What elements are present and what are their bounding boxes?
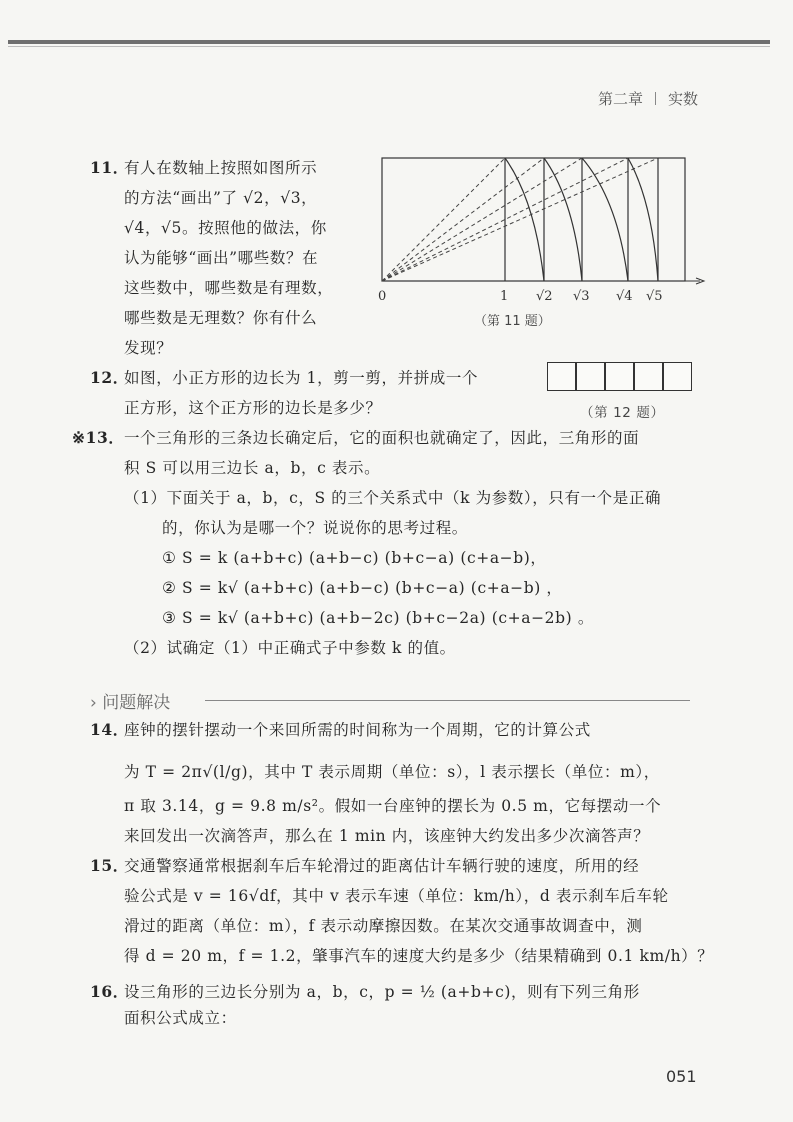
q13-formula-3: ③ S = k√ (a+b+c) (a+b−2c) (b+c−2a) (c+a−2b) 。 [162, 609, 594, 627]
tick-label-sqrt5: √5 [646, 289, 663, 304]
small-square-4 [634, 362, 663, 391]
q11-line-4: 认为能够“画出”哪些数？在 [124, 249, 319, 267]
hypotenuse-5 [382, 158, 658, 281]
q14-line-4: 来回发出一次滴答声，那么在 1 min 内，该座钟大约发出多少次滴答声？ [124, 827, 650, 845]
chapter-title: 实数 [667, 90, 698, 108]
q12-line-1: 如图，小正方形的边长为 1，剪一剪，并拼成一个 [124, 369, 479, 387]
arc-3 [582, 158, 628, 281]
section-rule [205, 700, 690, 701]
q14-line-1: 座钟的摆针摆动一个来回所需的时间称为一个周期，它的计算公式 [124, 721, 591, 739]
q13-formula-1: ① S = k (a+b+c) (a+b−c) (b+c−a) (c+a−b)， [162, 549, 547, 567]
tick-label-1: 1 [500, 289, 509, 304]
running-header [598, 88, 698, 109]
page-number: 051 [666, 1067, 697, 1086]
section-title: 问题解决 [102, 693, 171, 713]
q13-line-3: （1）下面关于 a，b，c，S 的三个关系式中（k 为参数），只有一个是正确 [124, 489, 662, 507]
small-square-5 [663, 362, 692, 391]
q11-line-6: 哪些数是无理数？你有什么 [124, 309, 318, 327]
q13-line-1: 一个三角形的三条边长确定后，它的面积也就确定了，因此，三角形的面 [124, 429, 640, 447]
small-square-2 [576, 362, 605, 391]
q11-figure-frame [382, 158, 685, 281]
q11-caption: （第 11 题） [474, 314, 551, 329]
small-square-3 [605, 362, 634, 391]
q12-number: 12． [90, 368, 129, 387]
chevron-right-icon: › [90, 693, 97, 713]
q11-figure [370, 150, 715, 335]
top-rule-thin [8, 46, 770, 47]
q13-line-2: 积 S 可以用三边长 a，b，c 表示。 [124, 459, 381, 477]
q16-number: 16． [90, 982, 129, 1001]
small-square-1 [547, 362, 576, 391]
q11-number: 11． [90, 158, 129, 177]
q11-line-7: 发现？ [124, 339, 173, 357]
q11-line-2: 的方法“画出”了 √2，√3， [124, 189, 318, 207]
q14-number: 14． [90, 720, 129, 739]
hypotenuse-3 [382, 158, 582, 281]
section-heading [90, 688, 170, 713]
tick-label-0: 0 [378, 289, 387, 304]
q15-line-2: 验公式是 v = 16√df，其中 v 表示车速（单位：km/h），d 表示刹车后车轮 [124, 887, 669, 905]
arc-4 [628, 158, 658, 281]
q16-line-1: 设三角形的三边长分别为 a，b，c，p = ½ (a+b+c)，则有下列三角形 [124, 983, 640, 1001]
q15-line-1: 交通警察通常根据刹车后车轮滑过的距离估计车辆行驶的速度，所用的经 [124, 857, 640, 875]
top-rule [8, 40, 770, 44]
chapter-label: 第二章 [597, 90, 643, 108]
arc-1 [505, 158, 544, 281]
q15-number: 15． [90, 856, 129, 875]
q11-line-1: 有人在数轴上按照如图所示 [124, 159, 318, 177]
q13-formula-2: ② S = k√ (a+b+c) (a+b−c) (b+c−a) (c+a−b) ， [162, 579, 563, 597]
header-separator [655, 92, 656, 105]
q12-line-2: 正方形，这个正方形的边长是多少？ [124, 399, 382, 417]
q13-line-8: （2）试确定（1）中正确式子中参数 k 的值。 [124, 639, 456, 657]
tick-label-sqrt2: √2 [536, 289, 553, 304]
tick-label-sqrt3: √3 [573, 289, 590, 304]
q11-line-5: 这些数中，哪些数是有理数， [124, 279, 334, 297]
q15-line-3: 滑过的距离（单位：m），f 表示动摩擦因数。在某次交通事故调查中，测 [124, 917, 643, 935]
arc-2 [544, 158, 582, 281]
q11-line-3: √4，√5。按照他的做法，你 [124, 219, 327, 237]
q13-line-4: 的，你认为是哪一个？说说你的思考过程。 [162, 519, 468, 537]
q12-caption: （第 12 题） [580, 405, 665, 421]
q13-number: ※13． [72, 428, 125, 447]
q15-line-4: 得 d = 20 m，f = 1.2，肇事汽车的速度大约是多少（结果精确到 0.1 km/h）？ [124, 947, 714, 965]
q14-line-3: π 取 3.14，g = 9.8 m/s²。假如一台座钟的摆长为 0.5 m，它每摆动一个 [124, 797, 662, 815]
hypotenuse-1 [382, 158, 505, 281]
q16-line-2: 面积公式成立： [124, 1009, 237, 1027]
tick-label-sqrt4: √4 [616, 289, 633, 304]
q14-line-2: 为 T = 2π√(l/g)，其中 T 表示周期（单位：s），l 表示摆长（单位：m）， [124, 763, 660, 781]
